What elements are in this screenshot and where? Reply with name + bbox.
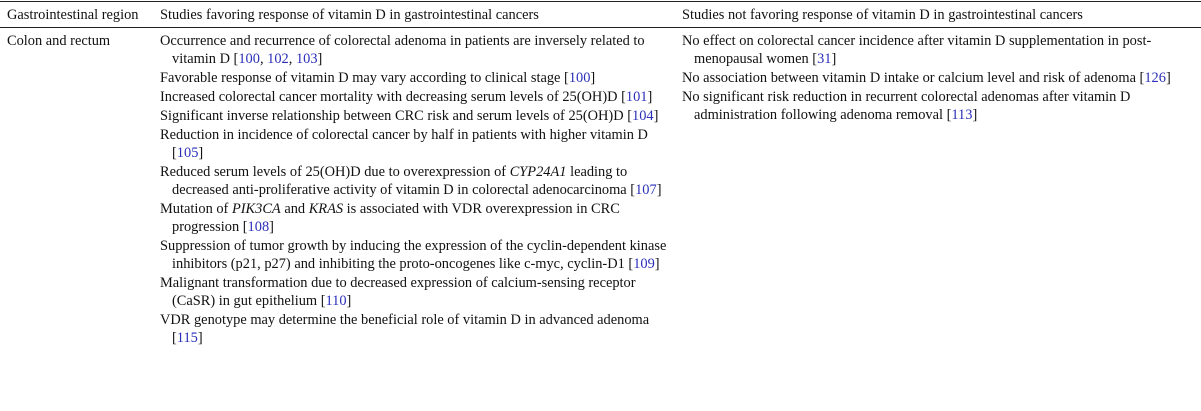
table-top-rule	[0, 1, 1201, 2]
entry-text: Suppression of tumor growth by inducing the expression of the cyclin-dependent kinase inhibitors (p21, p27) and inhibiting the proto-oncogenes like c-myc, cyclin-D1 [	[160, 238, 667, 272]
entry-text: ]	[590, 70, 596, 86]
entry-text: VDR genotype may determine the beneficial role of vitamin D in advanced adenoma [	[160, 312, 650, 346]
entry-text: Mutation of	[160, 201, 232, 217]
citation-link[interactable]: 113	[951, 107, 973, 123]
entry-text: Occurrence and recurrence of colorectal adenoma in patients are inversely related to vitamin D [	[160, 33, 645, 67]
entry-text: ]	[656, 182, 662, 198]
citation-link[interactable]: 105	[176, 145, 199, 161]
citation-link[interactable]: 110	[325, 293, 347, 309]
cell-not-favoring-studies	[682, 32, 1197, 125]
entry-text: Increased colorectal cancer mortality with decreasing serum levels of 25(OH)D [	[160, 89, 626, 105]
gene-name: PIK3CA	[231, 201, 281, 217]
study-entry	[160, 274, 676, 310]
entry-text: is associated with VDR overexpression in CRC progression [	[172, 201, 620, 235]
cell-favoring-studies	[160, 32, 676, 348]
entry-text: ]	[831, 51, 837, 67]
header-studies-not-favoring: Studies not favoring response of vitamin D in gastrointestinal cancers	[682, 7, 1083, 23]
study-entry	[160, 311, 676, 347]
study-entry	[160, 237, 676, 273]
entry-text: Reduction in incidence of colorectal cancer by half in patients with higher vitamin D [	[160, 127, 648, 161]
citation-link[interactable]: 31	[817, 51, 832, 67]
entry-text: leading to decreased anti-proliferative activity of vitamin D in colorectal adenocarcinoma [	[172, 164, 636, 198]
entry-text: Malignant transformation due to decreased expression of calcium-sensing receptor (CaSR) in gut epithelium [	[160, 275, 636, 309]
citation-link[interactable]: 103	[295, 51, 318, 67]
study-entry	[682, 88, 1197, 124]
study-entry	[682, 69, 1197, 87]
citation-link[interactable]: 101	[625, 89, 648, 105]
header-studies-favoring: Studies favoring response of vitamin D in gastrointestinal cancers	[160, 7, 539, 23]
citation-link[interactable]: 109	[633, 256, 655, 272]
study-entry	[160, 88, 676, 106]
citation-link[interactable]: 126	[1144, 70, 1166, 86]
entry-text: ]	[653, 108, 659, 124]
citation-link[interactable]: 107	[635, 182, 657, 198]
gene-name: KRAS	[308, 201, 344, 217]
entry-text: Significant inverse relationship between CRC risk and serum levels of 25(OH)D [	[160, 108, 632, 124]
gene-name: CYP24A1	[509, 164, 567, 180]
table-header-rule	[0, 27, 1201, 28]
entry-text: No association between vitamin D intake or calcium level and risk of adenoma [	[682, 70, 1145, 86]
entry-text: ]	[197, 330, 203, 346]
citation-link[interactable]: 115	[176, 330, 198, 346]
entry-text: ]	[654, 256, 660, 272]
study-entry	[160, 163, 676, 199]
citation-link[interactable]: 102	[267, 51, 289, 67]
citation-link[interactable]: 104	[632, 108, 654, 124]
cell-region: Colon and rectum	[7, 33, 111, 49]
study-entry	[160, 69, 676, 87]
citation-link[interactable]: 100	[238, 51, 260, 67]
entry-text: and	[280, 201, 309, 217]
study-entry	[160, 126, 676, 162]
citation-link[interactable]: 100	[568, 70, 591, 86]
study-entry	[160, 107, 676, 125]
entry-text: ]	[198, 145, 204, 161]
study-entry	[160, 200, 676, 236]
entry-text: ]	[1165, 70, 1171, 86]
entry-text: No effect on colorectal cancer incidence after vitamin D supplementation in post-menopausal women [	[682, 33, 1152, 67]
entry-text: ]	[346, 293, 352, 309]
header-gastrointestinal-region: Gastrointestinal region	[7, 7, 139, 23]
study-entry	[682, 32, 1197, 68]
entry-text: ]	[317, 51, 323, 67]
citation-link[interactable]: 108	[247, 219, 270, 235]
study-entry: Occurrence and recurrence of colorectal adenoma in patients are inversely related to vitamin D [100, 102, 103]	[160, 33, 645, 67]
entry-text: ]	[269, 219, 274, 235]
entry-text: No significant risk reduction in recurrent colorectal adenomas after vitamin D administration following adenoma removal [	[682, 89, 1131, 123]
entry-text: ]	[647, 89, 653, 105]
entry-text: Reduced serum levels of 25(OH)D due to overexpression of	[160, 164, 510, 180]
entry-text: Favorable response of vitamin D may vary according to clinical stage [	[160, 70, 569, 86]
entry-text: ]	[972, 107, 978, 123]
